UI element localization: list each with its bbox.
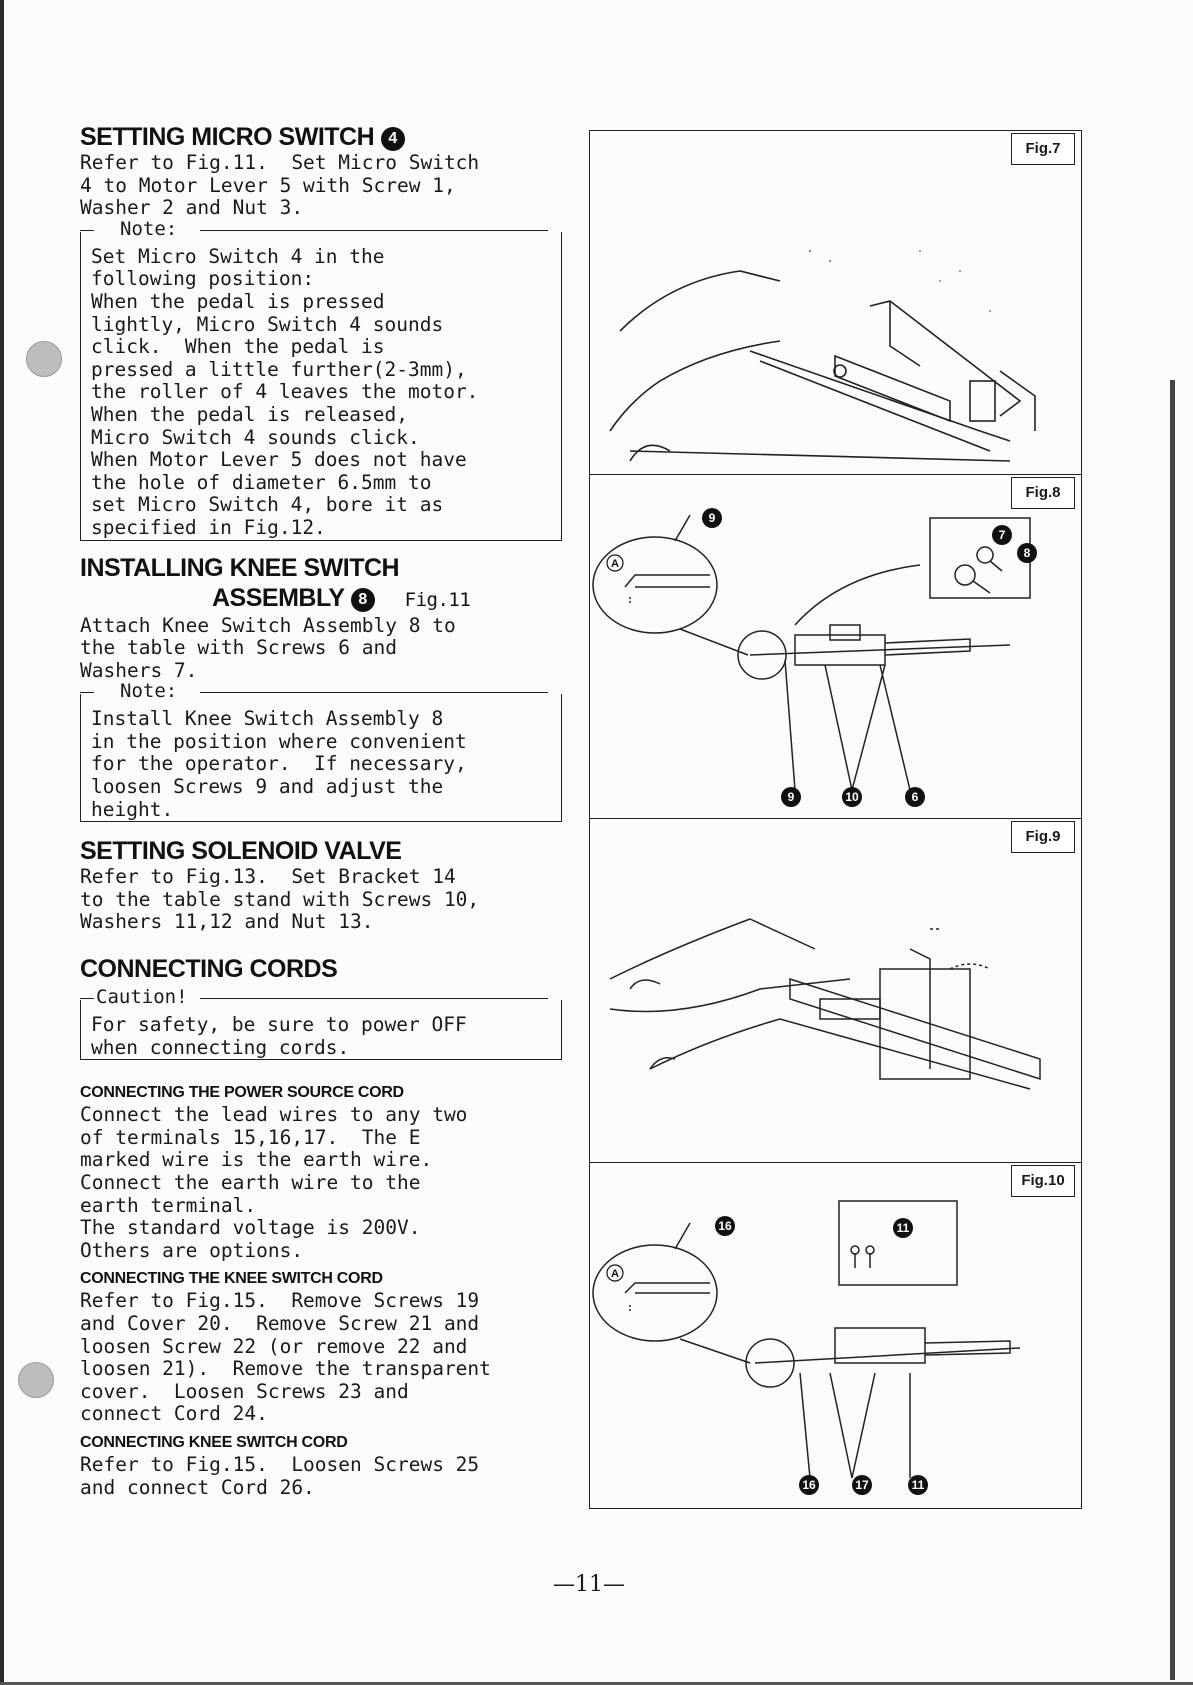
figure-9: [590, 819, 1081, 1163]
callout-11: 11: [896, 1221, 910, 1235]
section-heading-solenoid: SETTING SOLENOID VALVE: [80, 837, 402, 866]
inset-label: A: [611, 1268, 619, 1280]
subheading-knee-switch-cord: CONNECTING THE KNEE SWITCH CORD: [80, 1270, 383, 1288]
knee-switch-cord-body: Refer to Fig.15. Remove Screws 19 and Cover 20. Remove Screw 21 and loosen Screw 22 (or remove 22 and loosen 21). Remove the transparent cover. Loosen Screws 23 and connect Cord 24.: [80, 1289, 491, 1426]
figure-10-illustration: [590, 1163, 1081, 1506]
section-heading-knee-switch: INSTALLING KNEE SWITCH: [80, 553, 400, 582]
subheading-knee-switch-cord-2: CONNECTING KNEE SWITCH CORD: [80, 1433, 348, 1451]
knee-switch-cord-2-body: Refer to Fig.15. Loosen Screws 25 and connect Cord 26.: [80, 1452, 480, 1499]
note-box-knee-switch: [80, 680, 562, 822]
callout-8: 8: [1023, 546, 1031, 560]
page-number: —11—: [553, 1572, 625, 1597]
scan-left-edge: [0, 0, 4, 1685]
section-heading-cords: CONNECTING CORDS: [80, 955, 338, 984]
callout-16-b: 16: [802, 1478, 816, 1492]
figure-8: [590, 475, 1081, 819]
micro-switch-body: Refer to Fig.11. Set Micro Switch 4 to Motor Lever 5 with Screw 1, Washer 2 and Nut 3.: [80, 151, 480, 220]
figure-reference: Fig.11: [404, 588, 471, 611]
section-heading-knee-switch-line2: ASSEMBLY 8 Fig.11: [212, 583, 471, 612]
solenoid-body: Refer to Fig.13. Set Bracket 14 to the table stand with Screws 10, Washers 11,12 and Nut 13.: [80, 865, 480, 934]
callout-9: 9: [708, 511, 716, 525]
text-column: [80, 122, 560, 1499]
callout-10: 10: [845, 790, 859, 804]
note-label: Note:: [120, 680, 178, 703]
note-text: Install Knee Switch Assembly 8 in the position where convenient for the operator. If necessary, loosen Screws 9 and adjust the height.: [91, 707, 467, 821]
callout-6: 6: [911, 790, 919, 804]
note-text: Set Micro Switch 4 in the following position: When the pedal is pressed lightly, Micro Switch 4 sounds click. When the pedal is pressed a little further(2-3mm), the roller of 4 leaves the motor. When the pedal is released, Micro Switch 4 sounds click. When Motor Lever 5 does not have the hole of diameter 6.5mm to set Micro Switch 4, bore it as specified in Fig.12.: [91, 244, 479, 539]
figure-tag: Fig.7: [1011, 133, 1075, 165]
subheading-power-cord: CONNECTING THE POWER SOURCE CORD: [80, 1084, 404, 1102]
binder-hole: [26, 341, 62, 377]
section-heading-micro-switch: SETTING MICRO SWITCH 4: [80, 122, 560, 152]
note-box-micro-switch: [80, 217, 562, 541]
scan-right-edge: [1170, 380, 1175, 1680]
knee-switch-body: Attach Knee Switch Assembly 8 to the table with Screws 6 and Washers 7.: [80, 613, 456, 682]
caution-label: Caution!: [96, 986, 188, 1009]
binder-hole: [18, 1362, 54, 1398]
figure-7-illustration: [590, 131, 1081, 474]
callout-7: 7: [998, 528, 1006, 542]
figure-9-illustration: [590, 819, 1081, 1162]
part-badge: 8: [351, 588, 375, 612]
figure-tag: Fig.10: [1011, 1165, 1075, 1197]
power-cord-body: Connect the lead wires to any two of terminals 15,16,17. The E marked wire is the earth wire. Connect the earth wire to the earth terminal. The standard voltage is 200V. Others are options.: [80, 1103, 468, 1262]
callout-9-b: 9: [787, 790, 795, 804]
part-badge: 4: [381, 127, 405, 151]
caution-box: [80, 986, 562, 1060]
callout-11-b: 11: [911, 1478, 925, 1492]
figure-8-illustration: [590, 475, 1081, 818]
callout-16: 16: [718, 1219, 732, 1233]
inset-label: A: [611, 558, 619, 570]
figure-7: [590, 131, 1081, 475]
callout-17: 17: [855, 1478, 869, 1492]
figure-panel: [589, 130, 1082, 1509]
figure-10: [590, 1163, 1081, 1506]
note-label: Note:: [120, 217, 178, 240]
figure-tag: Fig.9: [1011, 821, 1075, 853]
caution-text: For safety, be sure to power OFF when connecting cords.: [91, 1013, 467, 1059]
figure-tag: Fig.8: [1011, 477, 1075, 509]
